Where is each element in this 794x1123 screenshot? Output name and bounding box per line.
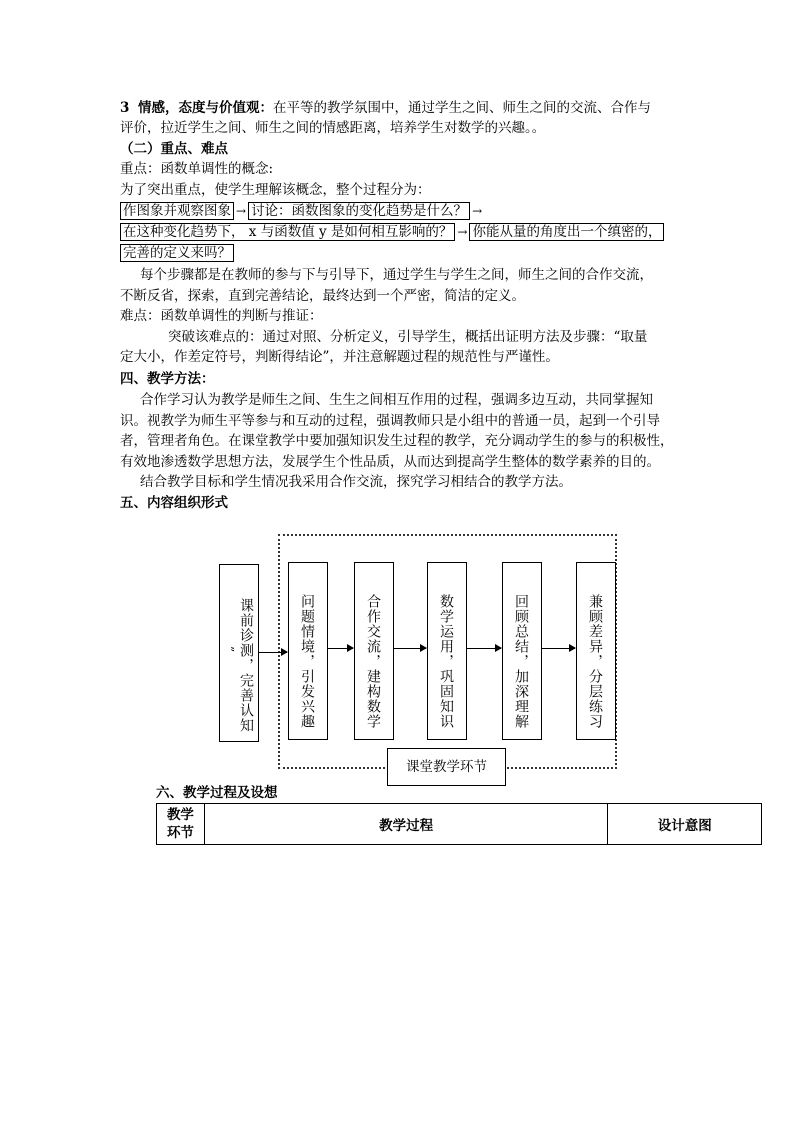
stage-label-1: 问题情境，引发兴趣 xyxy=(299,594,315,729)
method-p3: 者，管理者角色。在课堂教学中要加强知识发生过程的教学，充分调动学生的参与的积极性， xyxy=(120,433,674,449)
col-process-header: 教学过程 xyxy=(204,804,608,845)
col-stage-line2: 环节 xyxy=(166,825,194,841)
stage-label-5: 兼顾差异，分层练习 xyxy=(587,594,603,729)
stage-label-4: 回顾总结，加深理解 xyxy=(513,594,529,729)
flow-arrow xyxy=(466,648,501,649)
key-label: 重点：函数单调性的概念: xyxy=(120,161,274,177)
pre-class-mark: ” xyxy=(222,646,236,654)
diff-line2: 定大小，作差定符号，判断得结论”，并注意解题过程的规范性与严谨性。 xyxy=(120,349,559,365)
sec3-title: 情感，态度与价值观： xyxy=(138,100,273,116)
classroom-label: 课堂教学环节 xyxy=(406,759,487,775)
sec3-line1 xyxy=(120,98,651,118)
arrow-icon: → xyxy=(472,204,483,218)
method-p5: 结合教学目标和学生情况我采用合作交流，探究学习相结合的教学方法。 xyxy=(140,474,572,490)
flow-arrow xyxy=(541,648,575,649)
process-heading: 六、教学过程及设想 xyxy=(156,785,278,801)
method-p1: 合作学习认为教学是师生之间、生生之间相互作用的过程，强调多边互动，共同掌握知 xyxy=(140,392,653,408)
step4-box-part1: 你能从量的角度出一个缜密的， xyxy=(469,223,664,241)
method-p4: 有效地渗透数学思想方法，发展学生个性品质，从而达到提高学生整体的数学素养的目的。 xyxy=(120,454,660,470)
flow-arrow xyxy=(258,652,287,653)
col-stage-line1: 教学 xyxy=(166,807,194,823)
arrow-icon: → xyxy=(457,225,468,239)
col-stage-header xyxy=(157,804,205,845)
steps-row3 xyxy=(120,243,234,263)
key-difficult-heading: （二）重点、难点 xyxy=(120,141,228,157)
flow-arrow xyxy=(327,648,353,649)
flow-arrow xyxy=(393,648,426,649)
classroom-label-box xyxy=(387,748,506,786)
method-heading: 四、教学方法： xyxy=(120,371,215,387)
step1-box: 作图象并观察图象 xyxy=(120,202,234,220)
method-p2: 识。视教学为师生平等参与和互动的过程，强调教师只是小组中的普通一员，起到一个引导 xyxy=(120,413,660,429)
process-table xyxy=(156,803,762,845)
org-heading: 五、内容组织形式 xyxy=(120,495,228,511)
diff-line1: 突破该难点的：通过对照、分析定义，引导学生，概括出证明方法及步骤：“取量 xyxy=(168,329,648,345)
stage-label-2: 合作交流，建构数学 xyxy=(365,594,381,729)
key-para1: 每个步骤都是在教师的参与下与引导下，通过学生与学生之间，师生之间的合作交流， xyxy=(140,267,653,283)
sec3-text1: 在平等的教学氛围中，通过学生之间、师生之间的交流、合作与 xyxy=(273,100,651,116)
key-para2: 不断反省，探索，直到完善结论，最终达到一个严密，简洁的定义。 xyxy=(120,288,525,304)
steps-row1 xyxy=(120,201,484,221)
diff-label: 难点：函数单调性的判断与推证： xyxy=(120,308,323,324)
steps-row2 xyxy=(120,222,664,242)
col-intent-header: 设计意图 xyxy=(608,804,762,845)
stage-label-3: 数学运用，巩固知识 xyxy=(438,594,454,729)
sec3-number: 3 xyxy=(120,100,130,116)
pre-class-label: 课前诊测，完善认知 xyxy=(238,598,254,733)
step2-box: 讨论：函数图象的变化趋势是什么？ xyxy=(248,202,470,220)
key-intro: 为了突出重点，使学生理解该概念，整个过程分为： xyxy=(120,182,431,198)
step4-box-part2: 完善的定义来吗？ xyxy=(120,244,234,262)
arrow-icon: → xyxy=(236,204,247,218)
sec3-line2: 评价，拉近学生之间、师生之间的情感距离，培养学生对数学的兴趣。。 xyxy=(120,120,546,136)
table-row xyxy=(157,804,762,845)
step3-box: 在这种变化趋势下， x 与函数值 y 是如何相互影响的？ xyxy=(120,223,455,241)
